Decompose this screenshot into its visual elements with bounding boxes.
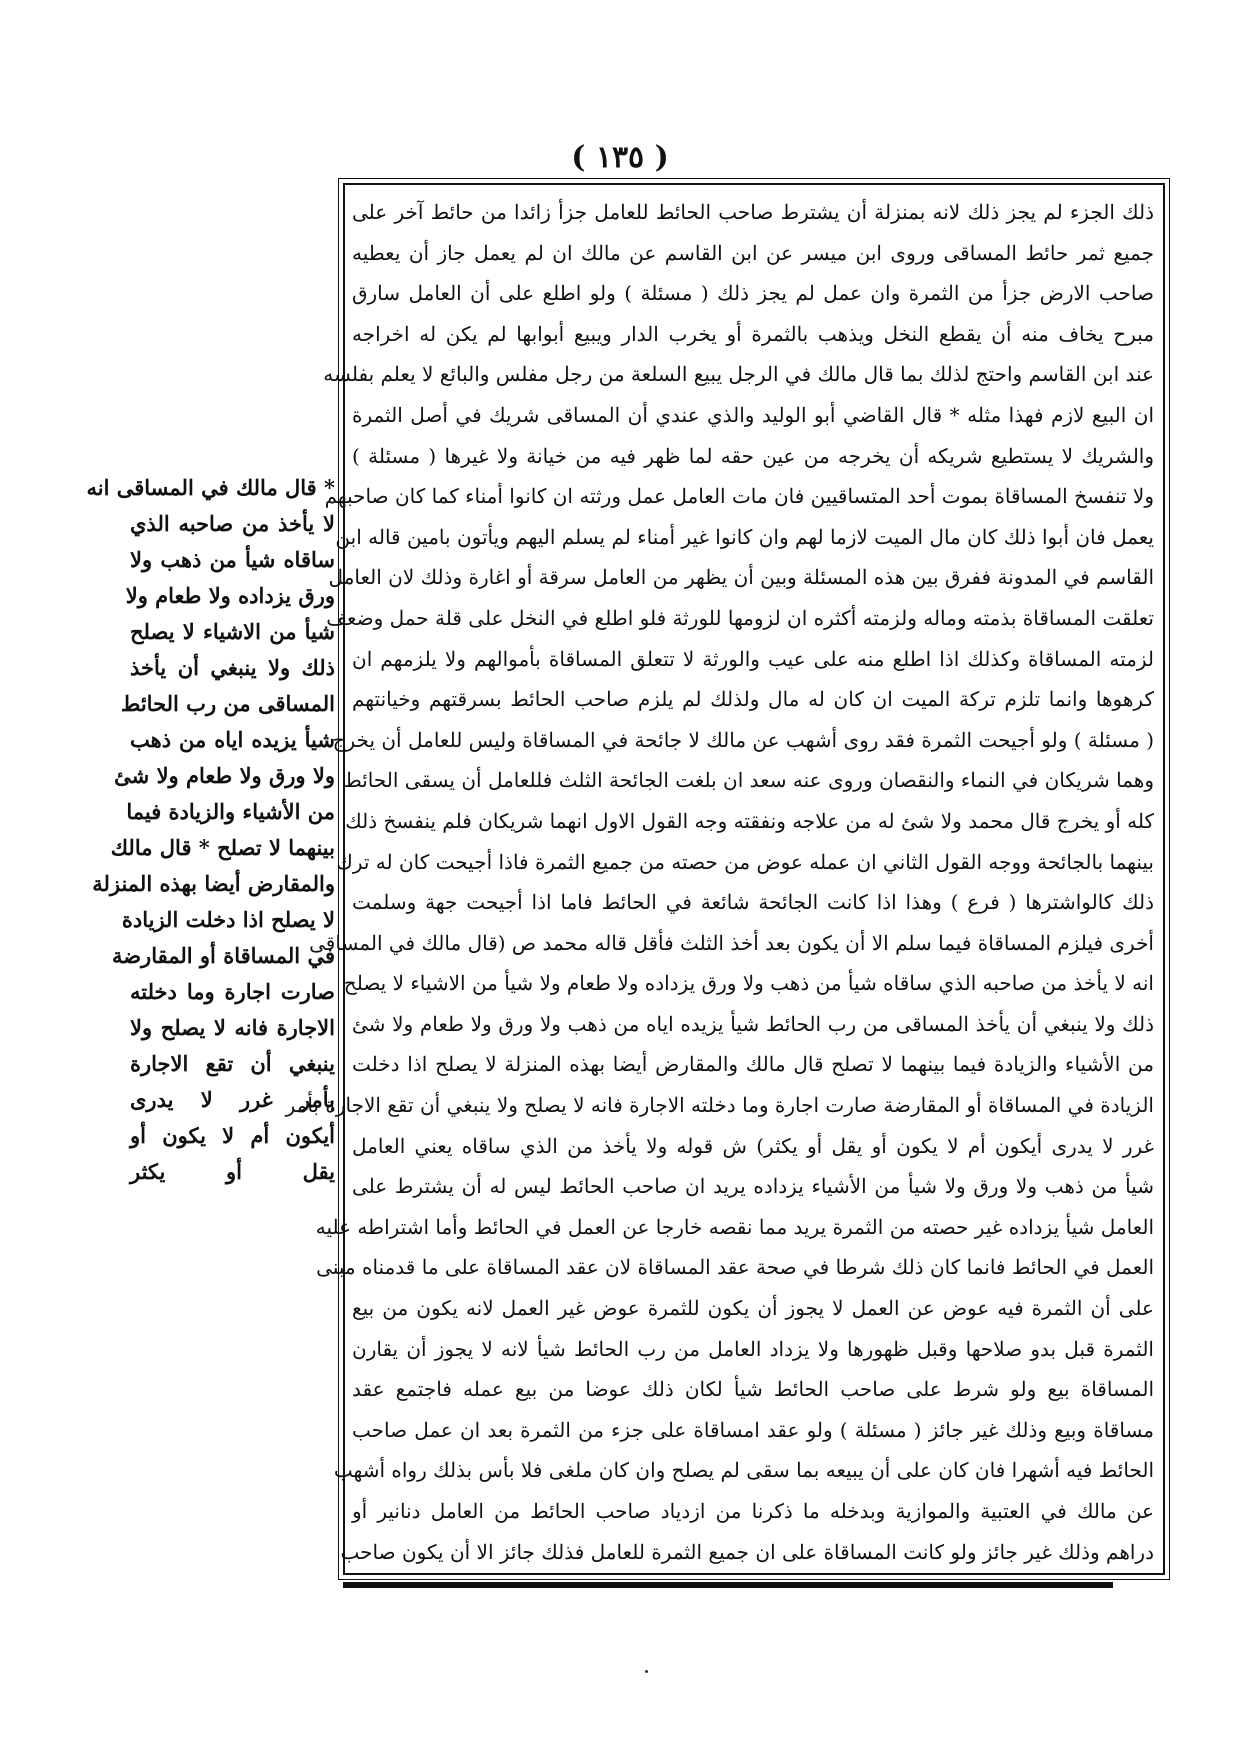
margin-note-line: لا يصلح اذا دخلت الزيادة: [121, 907, 335, 932]
scan-speck: [645, 1670, 648, 1673]
main-text-line: القاسم في المدونة ففرق بين هذه المسئلة وبين أن يظهر من العامل سرقة أو اغارة وذلك لان العامل: [328, 565, 1154, 590]
main-text-line: الزيادة في المساقاة أو المقارضة صارت اجارة وما دخلته الاجارة فانه لا يصلح ولا ينبغي أن تقع الاجارة بأمر: [285, 1093, 1154, 1118]
main-text-line: يعمل فان أبوا ذلك كان مال الميت لازما لهم وان كانوا غير أمناء لم يسلم اليهم ويأتون بامين قاله ابن: [335, 524, 1154, 549]
main-text-line: عن مالك في العتبية والموازية وبدخله ما ذكرنا من ازدياد صاحب الحائط من العامل دنانير أو: [352, 1499, 1154, 1523]
main-text-line: مبرح يخاف منه أن يقطع النخل ويذهب بالثمرة أو يخرب الدار ويبيع أبوابها لم يكن له اخراجه: [352, 321, 1154, 346]
main-text-line: تعلقت المساقاة بذمته وماله ولزمته أكثره ان لزومها للورثة فلو اطلع في النخل على قلة حمل وضعف: [326, 605, 1154, 630]
margin-note-line: ولا ورق ولا طعام ولا شئ: [114, 763, 335, 788]
main-text-line: عند ابن القاسم واحتج لذلك بما قال مالك في الرجل يبيع السلعة من رجل مفلس والبائع لا يعلم بفلسه: [323, 362, 1154, 387]
main-text-line: مساقاة وبيع وذلك غير جائز ( مسئلة ) ولو عقد امساقاة على جزء من الثمرة بعد ان عمل صاحب: [352, 1417, 1154, 1442]
main-text-line: شيأ من ذهب ولا ورق ولا شيأ من الأشياء يزداده يريد ان صاحب الحائط ليس له أن يشترط على: [352, 1174, 1154, 1199]
margin-note: [86, 470, 335, 1190]
main-text-block: [285, 194, 1154, 1570]
margin-note-line: يقل أو يكثر: [130, 1159, 335, 1184]
page-number: ( ١٣٥ ): [571, 140, 669, 175]
margin-note-line: ذلك ولا ينبغي أن يأخذ: [130, 655, 335, 680]
main-text-line: ( مسئلة ) ولو أجيحت الثمرة فقد روى أشهب عن مالك لا جائحة في المساقاة وليس للعامل أن يخرج: [332, 727, 1154, 752]
main-text-line: ولا تنفسخ المساقاة بموت أحد المتساقيين فان مات العامل عمل ورثته ان كانوا أمناء كما كان صاحبهم: [324, 484, 1154, 509]
main-text-line: الحائط فيه أشهرا فان كان على أن يبيعه بما سقى لم يصلح وان كان ملغى فلا بأس بذلك رواه أشهب: [333, 1458, 1154, 1483]
margin-note-line: المساقى من رب الحائط: [120, 691, 335, 716]
frame-bottom-rule: [343, 1582, 1113, 1588]
main-text-line: ذلك كالواشترها ( فرع ) وهذا اذا كانت الجائحة شائعة في الحائط فاما اذا أجيحت جهة وسلمت: [352, 890, 1154, 915]
margin-note-line: لا يأخذ من صاحبه الذي: [130, 511, 335, 536]
margin-note-line: في المساقاة أو المقارضة: [111, 943, 335, 968]
margin-note-line: * قال مالك في المساقى انه: [86, 475, 335, 500]
margin-note-line: بينهما لا تصلح * قال مالك: [110, 835, 335, 860]
main-text-line: ان البيع لازم فهذا مثله * قال القاضي أبو الوليد والذي عندي أن المساقى شريك في أصل الثمرة: [352, 402, 1154, 427]
main-text-line: ذلك ولا ينبغي أن يأخذ المساقى من رب الحائط شيأ يزيده اياه من ذهب ولا ورق ولا طعام ولا شئ: [352, 1011, 1154, 1036]
margin-note-line: ينبغي أن تقع الاجارة: [130, 1051, 335, 1076]
margin-note-line: الاجارة فانه لا يصلح ولا: [130, 1015, 335, 1040]
margin-note-line: ورق يزداده ولا طعام ولا: [125, 583, 335, 608]
margin-note-line: من الأشياء والزيادة فيما: [126, 799, 335, 824]
main-text-line: العمل في الحائط فانما كان ذلك شرطا في صحة عقد المساقاة لان عقد المساقاة على ما قدمناه مبنى: [316, 1255, 1154, 1280]
main-text-line: ذلك الجزء لم يجز ذلك لانه بمنزلة أن يشترط صاحب الحائط للعامل جزأ زائدا من حائط آخر على: [352, 200, 1154, 224]
main-text-line: العامل شيأ يزداده غير حصته من الثمرة يريد مما نقصه خارجا عن العمل في الحائط وأما اشتراطه عليه: [315, 1214, 1154, 1239]
main-text-line: على أن الثمرة فيه عوض عن العمل لا يجوز أن يكون للثمرة عوض غير العمل لانه يكون من بيع: [352, 1296, 1154, 1321]
main-text-line: دراهم وذلك غير جائز ولو كانت المساقاة على ان جميع الثمرة للعامل فذلك جائز الا أن يكون صاحب: [340, 1539, 1154, 1564]
margin-note-line: أيكون أم لا يكون أو: [130, 1123, 335, 1148]
main-text-line: كله أو يخرج قال محمد ولا شئ له من علاجه ونفقته وجه القول الاول انهما شريكان فلم ينفسخ ذلك: [345, 808, 1154, 833]
main-text-line: كرهوها وانما تلزم تركة الميت ان كان له مال ولذلك لم يلزم صاحب الحائط بسرقتهم وخيانتهم: [352, 687, 1154, 712]
margin-note-line: والمقارض أيضا بهذه المنزلة: [92, 871, 335, 896]
margin-note-line: شيأ يزيده اياه من ذهب: [130, 727, 335, 752]
main-text-line: والشريك لا يستطيع شريكه أن يخرجه من عين حقه لما ظهر فيه من خيانة ولا غيرها ( مسئلة ): [352, 443, 1154, 468]
margin-note-line: صارت اجارة وما دخلته: [130, 979, 335, 1004]
main-text-line: صاحب الارض جزأ من الثمرة وان عمل لم يجز ذلك ( مسئلة ) ولو اطلع على أن العامل سارق: [352, 281, 1154, 306]
main-text-line: بينهما بالجائحة ووجه القول الثاني ان عمله عوض من حصته من جميع الثمرة فاذا أجيحت كان له ترك: [336, 849, 1154, 874]
main-text-line: المساقاة بيع ولو شرط على صاحب الحائط شيأ لكان ذلك عوضا من بيع عمله فاجتمع عقد: [352, 1377, 1154, 1402]
main-text-line: أخرى فيلزم المساقاة فيما سلم الا أن يكون بعد أخذ الثلث فأقل قاله محمد ص (قال مالك في المساقى: [309, 930, 1154, 955]
main-text-line: غرر لا يدرى أيكون أم لا يكون أو يقل أو يكثر) ش قوله ولا يأخذ من الذي ساقاه يعني العامل: [352, 1133, 1154, 1158]
main-text-line: جميع ثمر حائط المساقى وروى ابن ميسر عن ابن القاسم عن مالك ان لم يعمل جاز أن يعطيه: [352, 240, 1154, 265]
main-text-line: من الأشياء والزيادة فيما بينهما لا تصلح قال مالك والمقارض أيضا بهذه المنزلة لا يصلح اذا دخلت: [352, 1052, 1154, 1077]
margin-note-line: شيأ من الاشياء لا يصلح: [130, 619, 335, 644]
main-text-line: انه لا يأخذ من صاحبه الذي ساقاه شيأ من ذهب ولا ورق يزداده ولا طعام ولا شيأ من الاشياء لا يصلح: [343, 971, 1154, 996]
margin-note-line: ساقاه شيأ من ذهب ولا: [130, 547, 335, 572]
main-text-line: الثمرة قبل بدو صلاحها وقبل ظهورها ولا يزداد العامل من رب الحائط شيأ لانه لا يجوز أن يقارن: [352, 1336, 1154, 1361]
main-text-line: وهما شريكان في النماء والنقصان وروى عنه سعد ان بلغت الجائحة الثلث فللعامل أن يسقى الحائط: [343, 768, 1154, 793]
main-text-line: لزمته المساقاة وكذلك اذا اطلع منه على عيب والورثة لا تتعلق المساقاة بأموالهم ولا يلزمهم ان: [352, 646, 1154, 671]
margin-note-line: بأمر غرر لا يدرى: [130, 1087, 335, 1112]
